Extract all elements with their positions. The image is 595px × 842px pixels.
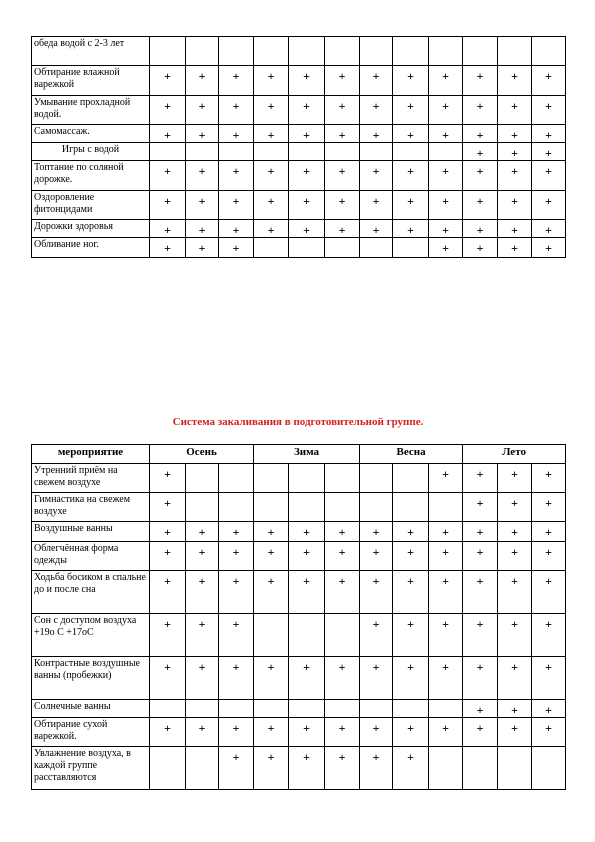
table-cell: + (360, 747, 393, 790)
table-cell: + (325, 191, 360, 220)
table-cell: + (150, 464, 186, 493)
table-cell: + (429, 522, 463, 542)
table-cell: + (429, 191, 463, 220)
table-cell (150, 700, 186, 718)
table-cell: + (498, 571, 532, 614)
table-cell: + (393, 191, 429, 220)
table-cell (219, 37, 254, 66)
table-cell: + (463, 143, 498, 161)
table-cell: + (186, 220, 219, 238)
table-cell: + (498, 161, 532, 191)
table-cell: + (219, 96, 254, 125)
table-cell: + (393, 125, 429, 143)
table-cell (289, 238, 325, 258)
table-cell (186, 37, 219, 66)
table-cell: + (150, 66, 186, 96)
table-cell (429, 747, 463, 790)
table-cell: + (254, 747, 289, 790)
table-cell: + (360, 220, 393, 238)
table-cell: + (463, 571, 498, 614)
table-cell: + (254, 161, 289, 191)
table-cell: + (289, 718, 325, 747)
table-cell: + (150, 238, 186, 258)
table-cell: + (498, 66, 532, 96)
hardening-table-preparatory-group-body (32, 464, 566, 790)
table-cell: + (219, 66, 254, 96)
header-season-spring: Весна (360, 445, 463, 464)
table-cell (393, 238, 429, 258)
table-cell: + (429, 96, 463, 125)
table-cell (463, 747, 498, 790)
table-cell: + (532, 220, 566, 238)
table-cell: + (393, 66, 429, 96)
table-row (32, 464, 566, 493)
table-cell: + (360, 657, 393, 700)
table-cell (289, 37, 325, 66)
row-label: Топтание по соляной дорожке. (32, 161, 150, 191)
table-cell: + (186, 125, 219, 143)
table-cell: + (463, 125, 498, 143)
table-cell (289, 614, 325, 657)
header-season-winter: Зима (254, 445, 360, 464)
table-cell: + (360, 125, 393, 143)
table-cell: + (498, 657, 532, 700)
table-cell: + (429, 657, 463, 700)
table-cell: + (219, 571, 254, 614)
table-cell: + (393, 522, 429, 542)
table-cell: + (429, 238, 463, 258)
table-cell: + (532, 143, 566, 161)
table-cell: + (325, 542, 360, 571)
table-cell (254, 614, 289, 657)
table-cell: + (360, 191, 393, 220)
table-cell: + (498, 220, 532, 238)
table-cell: + (360, 542, 393, 571)
table-cell (325, 238, 360, 258)
table-cell: + (498, 718, 532, 747)
table-cell: + (498, 542, 532, 571)
table-cell: + (532, 614, 566, 657)
table-row (32, 143, 566, 161)
table-row (32, 493, 566, 522)
table-cell (393, 37, 429, 66)
table-cell: + (498, 191, 532, 220)
row-label: Самомассаж. (32, 125, 150, 143)
table-cell: + (429, 161, 463, 191)
table-cell: + (498, 125, 532, 143)
table-cell: + (429, 718, 463, 747)
table-cell: + (463, 718, 498, 747)
table-cell (186, 700, 219, 718)
table-cell: + (325, 125, 360, 143)
table-cell: + (325, 66, 360, 96)
row-label: Сон с доступом воздуха +19о С +17оС (32, 614, 150, 657)
hardening-table-1-body (32, 37, 566, 258)
table-cell: + (463, 657, 498, 700)
table-cell: + (289, 522, 325, 542)
table-cell (360, 238, 393, 258)
table-cell: + (393, 657, 429, 700)
table-cell: + (498, 238, 532, 258)
table-row (32, 542, 566, 571)
table-cell: + (360, 571, 393, 614)
table-cell (150, 37, 186, 66)
table-cell: + (150, 657, 186, 700)
table-cell (360, 493, 393, 522)
table-cell (150, 143, 186, 161)
table-cell: + (219, 238, 254, 258)
row-label: Увлажнение воздуха, в каждой группе расставляются (32, 747, 150, 790)
table-cell: + (325, 747, 360, 790)
table-cell (498, 747, 532, 790)
table-cell: + (360, 66, 393, 96)
table-cell (429, 493, 463, 522)
table-cell (289, 700, 325, 718)
table-cell: + (186, 161, 219, 191)
table-cell: + (463, 161, 498, 191)
table-cell: + (463, 464, 498, 493)
table-cell: + (219, 657, 254, 700)
table-cell: + (429, 614, 463, 657)
table-cell: + (393, 614, 429, 657)
row-label: Обтирание сухой варежкой. (32, 718, 150, 747)
table-cell (219, 493, 254, 522)
table-cell: + (360, 161, 393, 191)
table-cell (360, 464, 393, 493)
table-cell: + (325, 161, 360, 191)
hardening-table-preparatory-group (31, 444, 566, 790)
table-cell: + (532, 66, 566, 96)
table-cell: + (150, 614, 186, 657)
table-cell: + (150, 571, 186, 614)
table-cell: + (186, 718, 219, 747)
table-cell (532, 37, 566, 66)
table-cell: + (429, 542, 463, 571)
table-cell: + (254, 718, 289, 747)
table-cell (254, 464, 289, 493)
table-header-row (32, 445, 566, 464)
table-cell: + (254, 220, 289, 238)
table-row (32, 125, 566, 143)
table-cell: + (254, 657, 289, 700)
table-cell: + (463, 220, 498, 238)
table-cell: + (360, 522, 393, 542)
row-label: Умывание прохладной водой. (32, 96, 150, 125)
table-cell (325, 143, 360, 161)
table-cell: + (532, 161, 566, 191)
table-cell: + (150, 220, 186, 238)
table-cell: + (532, 571, 566, 614)
table-row (32, 66, 566, 96)
table-cell (325, 700, 360, 718)
table-cell (186, 747, 219, 790)
table-row (32, 747, 566, 790)
table-cell (360, 700, 393, 718)
table-cell: + (186, 96, 219, 125)
table-cell (254, 37, 289, 66)
table-cell: + (325, 657, 360, 700)
table-cell: + (532, 464, 566, 493)
table-cell: + (186, 657, 219, 700)
table-cell: + (289, 571, 325, 614)
table-cell: + (254, 522, 289, 542)
table-cell (289, 493, 325, 522)
table-cell: + (219, 161, 254, 191)
table-row (32, 657, 566, 700)
table-cell: + (498, 522, 532, 542)
table-cell (360, 37, 393, 66)
table-cell (393, 143, 429, 161)
table-cell (429, 143, 463, 161)
table-cell: + (186, 191, 219, 220)
table-cell (429, 700, 463, 718)
table-cell: + (289, 96, 325, 125)
table-cell: + (325, 220, 360, 238)
table-cell (219, 464, 254, 493)
table-cell: + (463, 522, 498, 542)
table-cell: + (532, 542, 566, 571)
table-cell (186, 143, 219, 161)
row-label: обеда водой с 2-3 лет (32, 37, 150, 66)
table-cell: + (532, 522, 566, 542)
table-cell: + (393, 96, 429, 125)
table-cell: + (360, 718, 393, 747)
table-row (32, 191, 566, 220)
table-cell: + (150, 96, 186, 125)
table-cell: + (532, 718, 566, 747)
table-cell: + (186, 571, 219, 614)
table-cell (532, 747, 566, 790)
row-label: Оздоровление фитонцидами (32, 191, 150, 220)
table-cell: + (393, 542, 429, 571)
table-row (32, 96, 566, 125)
table-cell: + (463, 191, 498, 220)
table-cell: + (498, 700, 532, 718)
table-cell: + (463, 66, 498, 96)
row-label: Солнечные ванны (32, 700, 150, 718)
table-cell (150, 747, 186, 790)
table-cell: + (393, 220, 429, 238)
table-cell: + (532, 238, 566, 258)
table-cell: + (289, 125, 325, 143)
table-cell: + (186, 542, 219, 571)
table-cell: + (325, 718, 360, 747)
table-cell: + (325, 571, 360, 614)
table-cell: + (289, 191, 325, 220)
table-cell: + (393, 718, 429, 747)
table-cell (393, 493, 429, 522)
table-cell (254, 493, 289, 522)
table-cell: + (360, 614, 393, 657)
header-season-summer: Лето (463, 445, 566, 464)
table-row (32, 37, 566, 66)
table-cell (393, 700, 429, 718)
table-cell: + (186, 238, 219, 258)
table-cell: + (150, 161, 186, 191)
table-cell: + (150, 542, 186, 571)
table-cell: + (150, 493, 186, 522)
row-label: Дорожки здоровья (32, 220, 150, 238)
table-cell: + (254, 96, 289, 125)
table-cell: + (254, 125, 289, 143)
table-cell (219, 700, 254, 718)
row-label: Воздушные ванны (32, 522, 150, 542)
table-cell: + (393, 747, 429, 790)
table-cell: + (498, 493, 532, 522)
header-event: мероприятие (32, 445, 150, 464)
table-cell (325, 464, 360, 493)
table-row (32, 614, 566, 657)
table-cell: + (150, 522, 186, 542)
table-cell: + (463, 493, 498, 522)
table-cell: + (186, 522, 219, 542)
table-cell: + (219, 220, 254, 238)
table-cell: + (463, 238, 498, 258)
table-cell: + (219, 718, 254, 747)
table-cell: + (186, 66, 219, 96)
table-cell: + (254, 542, 289, 571)
table-cell: + (393, 571, 429, 614)
table-row (32, 571, 566, 614)
table-cell: + (186, 614, 219, 657)
table-row (32, 161, 566, 191)
table-cell: + (325, 96, 360, 125)
table-row (32, 700, 566, 718)
hardening-table-1 (31, 36, 566, 258)
table-row (32, 522, 566, 542)
table-cell: + (429, 464, 463, 493)
table-cell: + (289, 161, 325, 191)
table-cell (325, 37, 360, 66)
table-cell: + (254, 191, 289, 220)
table-row (32, 238, 566, 258)
table-cell: + (498, 143, 532, 161)
table-cell: + (532, 700, 566, 718)
table-cell: + (463, 614, 498, 657)
row-label: Гимнастика на свежем воздухе (32, 493, 150, 522)
table-cell: + (463, 542, 498, 571)
table-cell: + (532, 493, 566, 522)
table-cell (289, 143, 325, 161)
table-cell: + (219, 542, 254, 571)
table-cell: + (498, 96, 532, 125)
table-cell (325, 614, 360, 657)
row-label: Контрастные воздушные ванны (пробежки) (32, 657, 150, 700)
row-label: Обливание ног. (32, 238, 150, 258)
table-cell: + (254, 571, 289, 614)
table-cell (463, 37, 498, 66)
header-season-autumn: Осень (150, 445, 254, 464)
row-label: Утренний приём на свежем воздухе (32, 464, 150, 493)
table-cell (186, 493, 219, 522)
row-label: Обтирание влажной варежкой (32, 66, 150, 96)
table-cell: + (219, 125, 254, 143)
table-cell: + (429, 220, 463, 238)
table-cell: + (289, 747, 325, 790)
table-cell: + (429, 571, 463, 614)
row-label: Игры с водой (32, 143, 150, 161)
table-cell: + (532, 96, 566, 125)
table-cell: + (219, 522, 254, 542)
table-cell (254, 700, 289, 718)
table-cell (254, 238, 289, 258)
table-cell: + (254, 66, 289, 96)
table-cell (254, 143, 289, 161)
section-title: Система закаливания в подготовительной группе. (172, 416, 424, 428)
table-cell: + (289, 220, 325, 238)
table-cell (429, 37, 463, 66)
table-cell: + (463, 96, 498, 125)
table-cell: + (150, 125, 186, 143)
table-cell (325, 493, 360, 522)
table-cell: + (289, 66, 325, 96)
row-label: Ходьба босиком в спальне до и после сна (32, 571, 150, 614)
table-row (32, 718, 566, 747)
table-cell: + (219, 191, 254, 220)
table-cell: + (360, 96, 393, 125)
table-cell: + (325, 522, 360, 542)
table-cell: + (219, 614, 254, 657)
table-cell: + (532, 191, 566, 220)
table-cell: + (498, 464, 532, 493)
table-cell (219, 143, 254, 161)
table-cell (393, 464, 429, 493)
table-row (32, 220, 566, 238)
table-cell: + (393, 161, 429, 191)
table-cell: + (463, 700, 498, 718)
table-cell: + (532, 657, 566, 700)
row-label: Облегчённая форма одежды (32, 542, 150, 571)
table-cell: + (429, 125, 463, 143)
table-cell: + (219, 747, 254, 790)
table-cell: + (289, 657, 325, 700)
table-cell (360, 143, 393, 161)
table-cell: + (498, 614, 532, 657)
table-cell (289, 464, 325, 493)
table-cell: + (150, 718, 186, 747)
table-cell: + (429, 66, 463, 96)
table-cell (498, 37, 532, 66)
table-cell: + (150, 191, 186, 220)
table-cell: + (289, 542, 325, 571)
table-cell: + (532, 125, 566, 143)
table-cell (186, 464, 219, 493)
